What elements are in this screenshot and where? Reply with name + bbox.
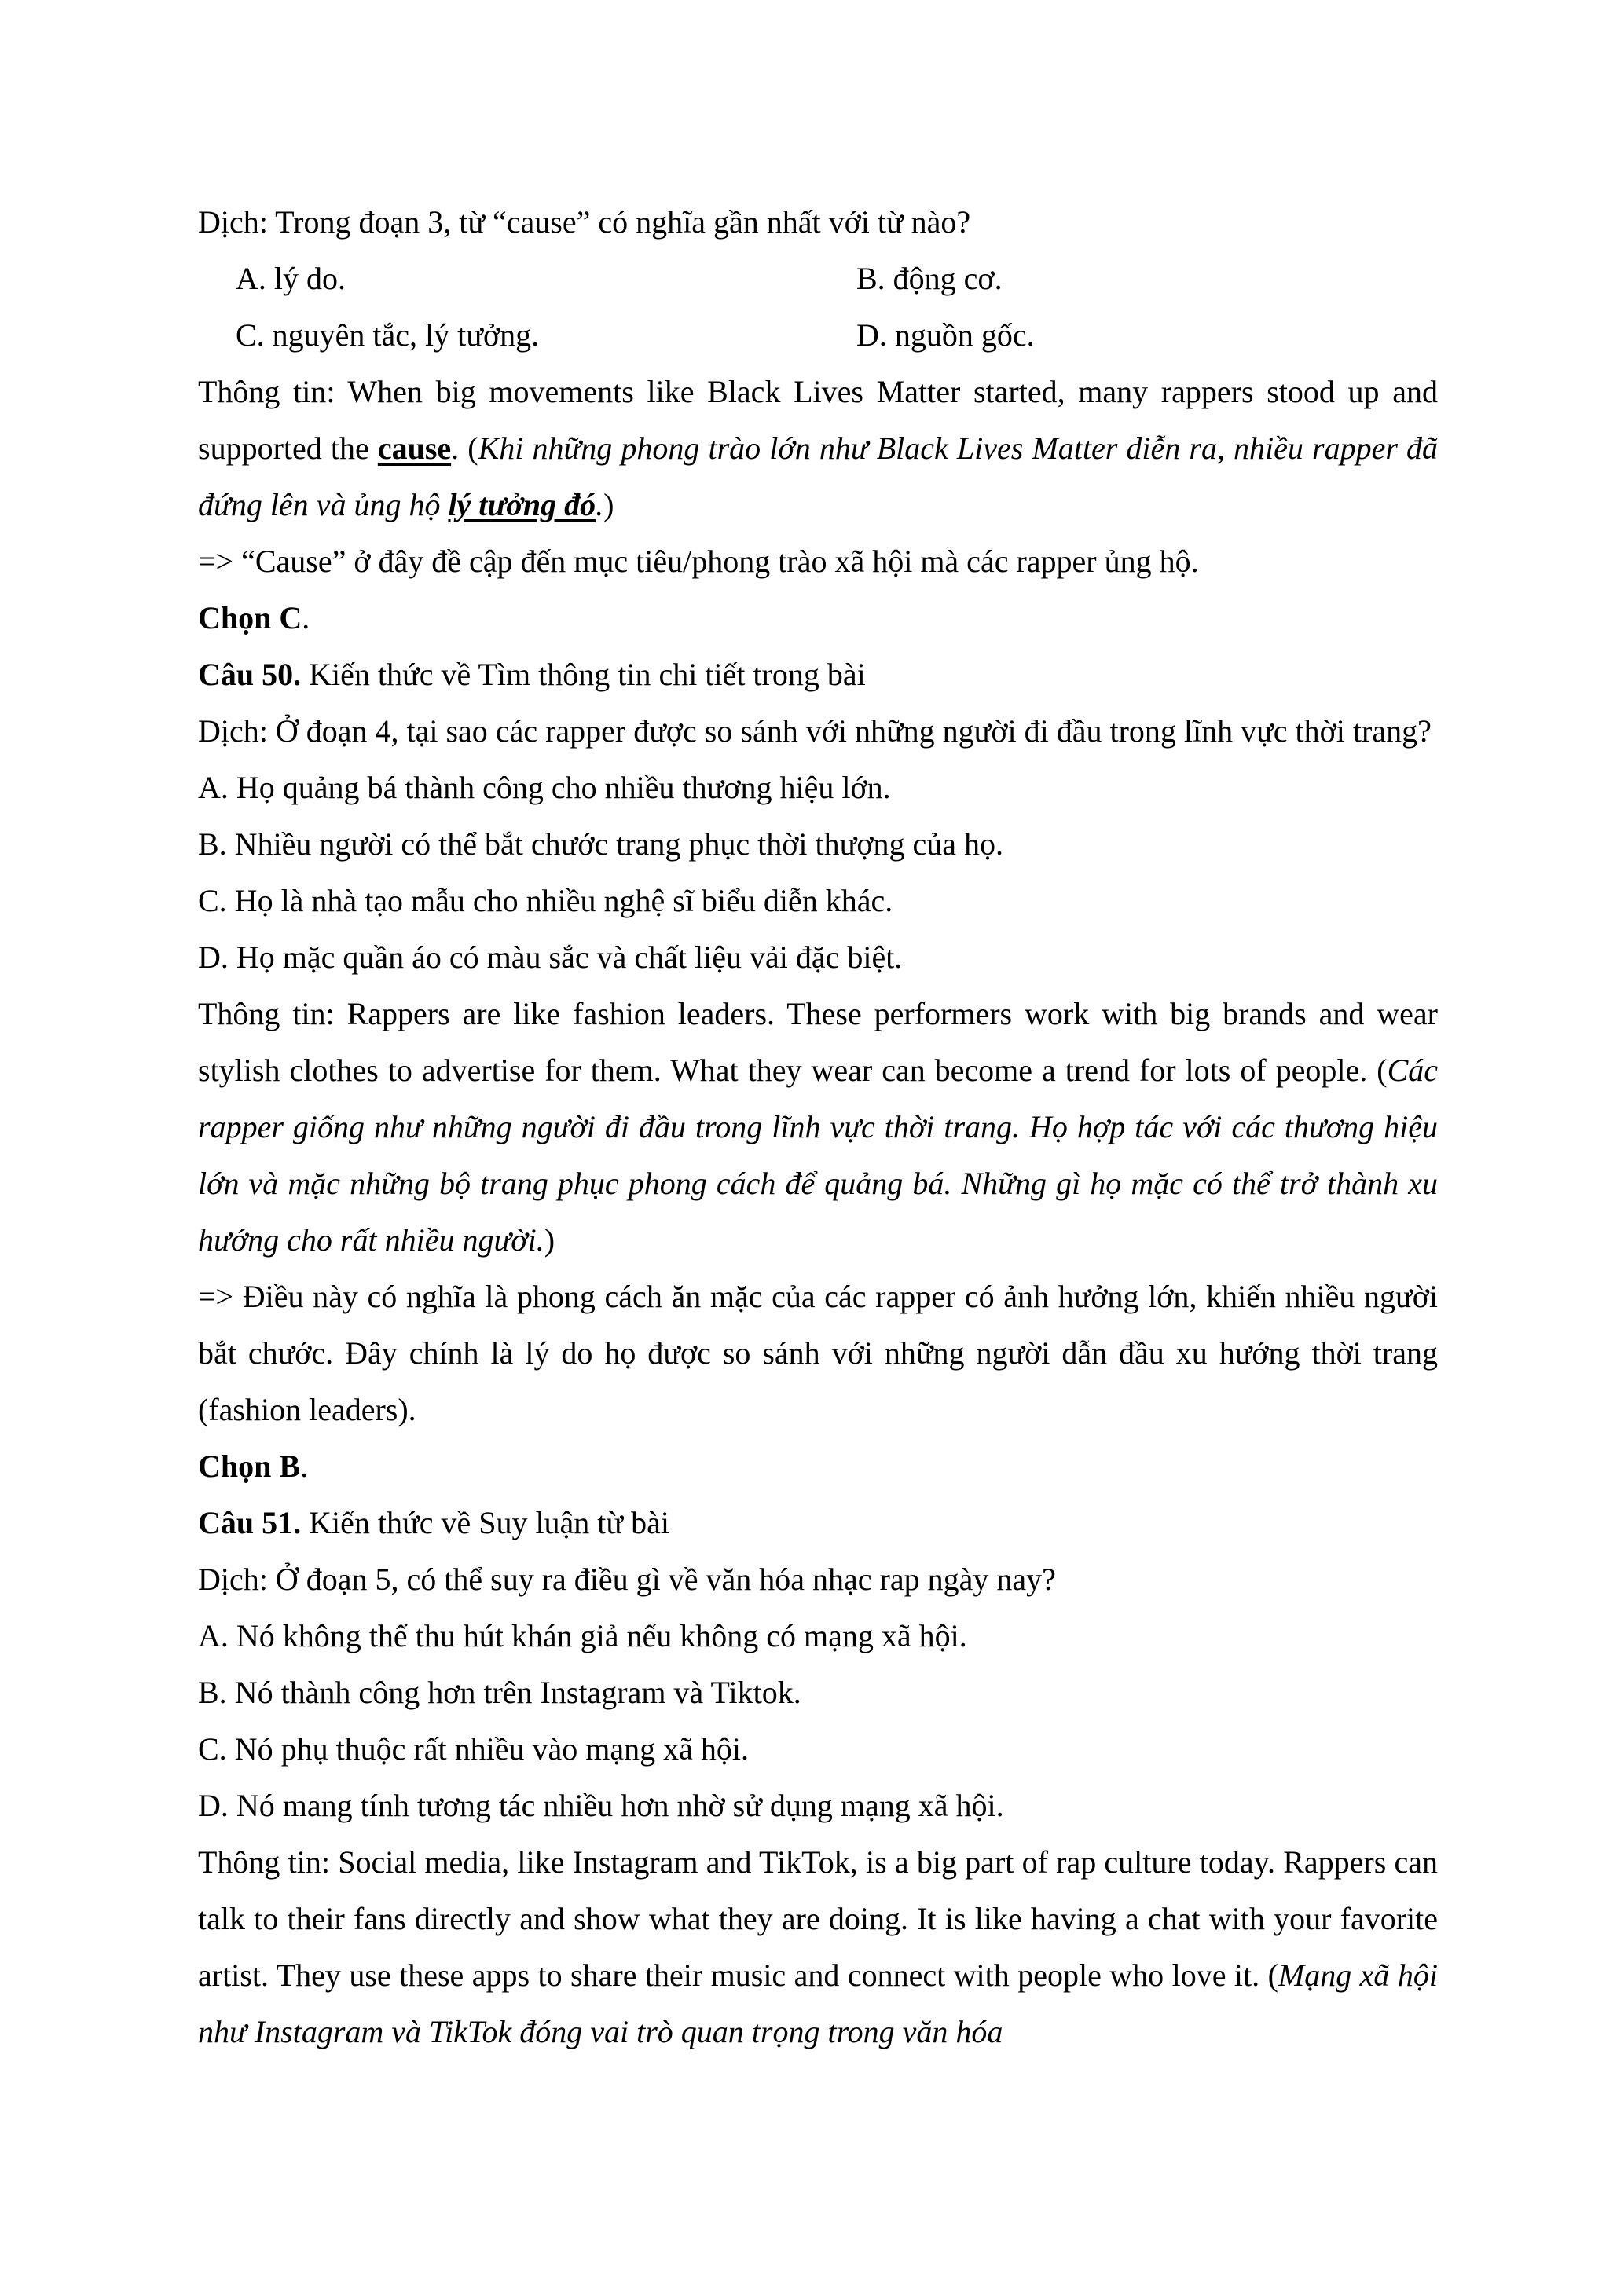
q50-heading-number: Câu 50.	[198, 657, 302, 692]
q50-info-open: (	[1377, 1053, 1388, 1088]
q50-info-english: Thông tin: Rappers are like fashion leaders. These performers work with big brands and wear stylish clothes to advertise for them. What they wear can become a trend for lots of people.	[198, 996, 1438, 1088]
q49-translation: Dịch: Trong đoạn 3, từ “cause” có nghĩa gần nhất với từ nào?	[198, 204, 971, 240]
q50-answer	[198, 1438, 1438, 1495]
q49-info-close: )	[603, 487, 614, 522]
q50-option-b: B. Nhiều người có thể bắt chước trang phục thời thượng của họ.	[198, 826, 1003, 862]
q51-heading	[198, 1495, 1438, 1551]
q49-info-mid: . (	[451, 430, 478, 466]
q49-info-vietnamese-end: .	[596, 487, 604, 522]
q50-heading	[198, 646, 1438, 703]
q49-option-a: A. lý do.	[236, 261, 346, 296]
q51-option-c: C. Nó phụ thuộc rất nhiều vào mạng xã hội.	[198, 1731, 749, 1767]
q51-heading-number: Câu 51.	[198, 1505, 302, 1540]
q49-option-c: C. nguyên tắc, lý tưởng.	[236, 317, 540, 353]
q49-options-row-1	[198, 251, 1438, 307]
q50-info-vietnamese: Các rapper giống như những người đi đầu trong lĩnh vực thời trang. Họ hợp tác với các thương hiệu lớn và mặc những bộ trang phục phong cách để quảng bá. Những gì họ mặc có thể trở thành xu hướng cho rất nhiều người.	[198, 1053, 1439, 1258]
q51-heading-topic: Kiến thức về Suy luận từ bài	[301, 1505, 669, 1540]
document-page	[198, 194, 1438, 2060]
q50-option-c: C. Họ là nhà tạo mẫu cho nhiều nghệ sĩ biểu diễn khác.	[198, 883, 893, 918]
q49-answer-label: Chọn C	[198, 600, 302, 635]
q51-info-open: (	[1259, 1957, 1278, 1993]
q50-translation: Dịch: Ở đoạn 4, tại sao các rapper được so sánh với những người đi đầu trong lĩnh vực thời trang?	[198, 713, 1432, 749]
q51-info-paragraph	[198, 1834, 1438, 2060]
q50-answer-label: Chọn B	[198, 1448, 301, 1484]
q50-heading-topic: Kiến thức về Tìm thông tin chi tiết trong bài	[301, 657, 866, 692]
q50-answer-dot: .	[300, 1448, 309, 1484]
q49-options-row-2	[198, 307, 1438, 364]
q49-info-keyword: cause	[377, 430, 452, 466]
q51-option-a: A. Nó không thể thu hút khán giả nếu không có mạng xã hội.	[198, 1618, 967, 1653]
q49-info-paragraph	[198, 364, 1438, 533]
q51-option-d: D. Nó mang tính tương tác nhiều hơn nhờ sử dụng mạng xã hội.	[198, 1788, 1004, 1823]
q50-conclusion: => Điều này có nghĩa là phong cách ăn mặc của các rapper có ảnh hưởng lớn, khiến nhiều người bắt chước. Đây chính là lý do họ được so sánh với những người dẫn đầu xu hướng thời trang (fashion leaders).	[198, 1279, 1438, 1427]
q51-info-english: Thông tin: Social media, like Instagram and TikTok, is a big part of rap culture today. Rappers can talk to their fans directly and show what they are doing. It is like having a chat with your favorite artist. They use these apps to share their music and connect with people who love it.	[198, 1844, 1438, 1993]
q50-option-a: A. Họ quảng bá thành công cho nhiều thương hiệu lớn.	[198, 770, 891, 805]
q49-info-text: Thông tin: When big movements like Black Lives Matter started, many rappers stood up and supported the	[198, 374, 1438, 466]
q49-conclusion: => “Cause” ở đây đề cập đến mục tiêu/phong trào xã hội mà các rapper ủng hộ.	[198, 544, 1199, 579]
q49-info-vietnamese-keyword: lý tưởng đó	[448, 487, 596, 522]
q49-info-vietnamese: Khi những phong trào lớn như Black Lives Matter diễn ra, nhiều rapper đã đứng lên và ủng hộ	[198, 430, 1438, 522]
q50-info-close: )	[544, 1222, 555, 1258]
q50-info-paragraph	[198, 986, 1438, 1269]
q49-answer	[198, 590, 1438, 646]
q51-info-vietnamese: Mạng xã hội như Instagram và TikTok đóng vai trò quan trọng trong văn hóa	[198, 1957, 1438, 2049]
q50-option-d: D. Họ mặc quần áo có màu sắc và chất liệu vải đặc biệt.	[198, 939, 903, 975]
q51-option-b: B. Nó thành công hơn trên Instagram và Tiktok.	[198, 1675, 801, 1710]
q51-translation: Dịch: Ở đoạn 5, có thể suy ra điều gì về văn hóa nhạc rap ngày nay?	[198, 1562, 1056, 1597]
q49-option-b: B. động cơ.	[856, 261, 1003, 296]
q49-answer-dot: .	[302, 600, 310, 635]
q49-option-d: D. nguồn gốc.	[856, 317, 1035, 353]
